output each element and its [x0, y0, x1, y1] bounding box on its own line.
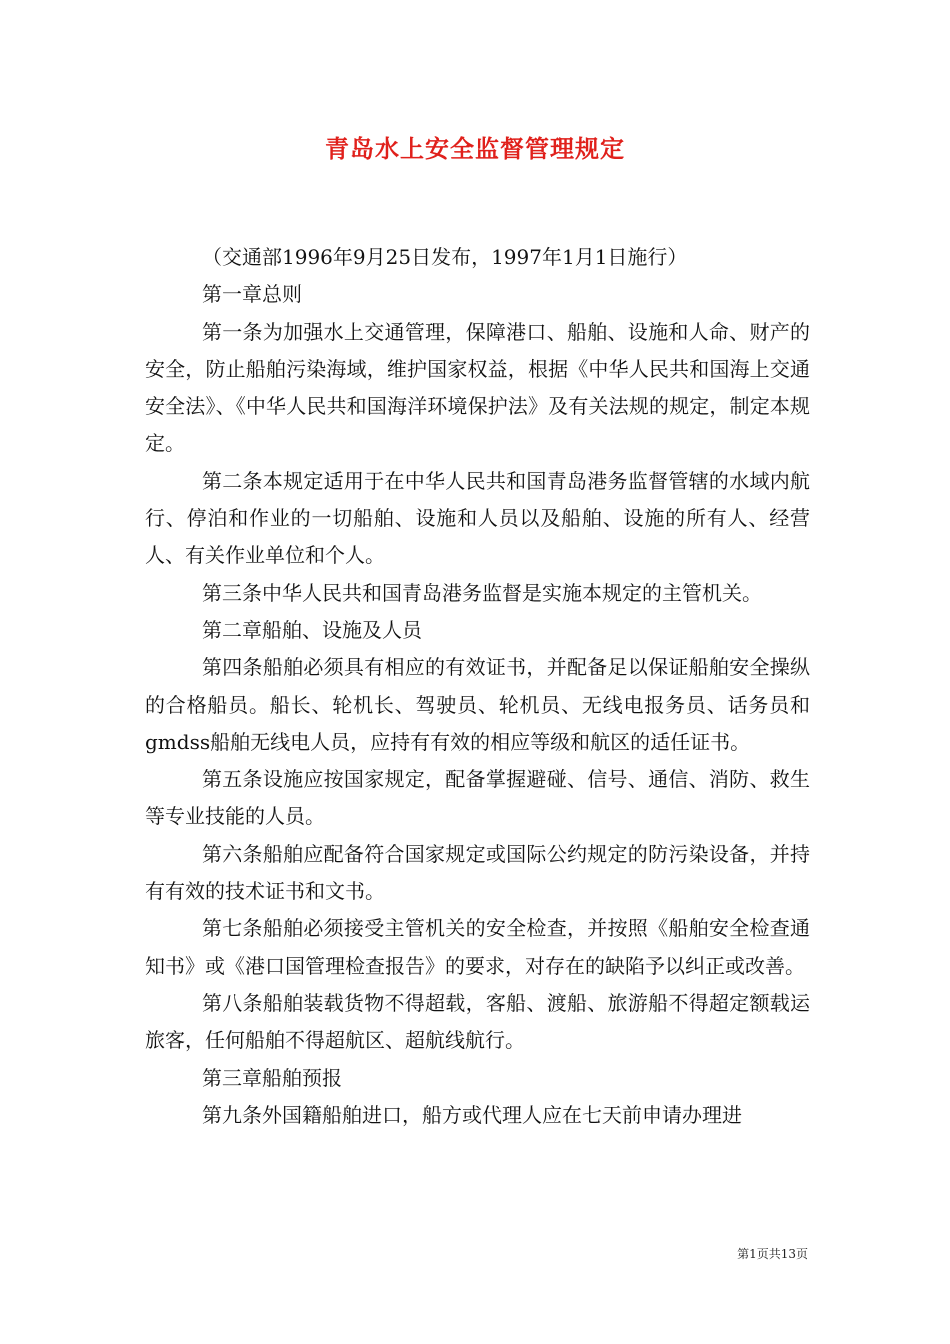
article-7: 第七条船舶必须接受主管机关的安全检查，并按照《船舶安全检查通知书》或《港口国管理检查报告》的要求，对存在的缺陷予以纠正或改善。 — [145, 916, 810, 978]
document-body — [145, 239, 810, 1134]
article-1: 第一条为加强水上交通管理，保障港口、船舶、设施和人命、财产的安全，防止船舶污染海域，维护国家权益，根据《中华人民共和国海上交通安全法》、《中华人民共和国海洋环境保护法》及有关法规的规定，制定本规定。 — [145, 319, 810, 456]
article-4: 第四条船舶必须具有相应的有效证书，并配备足以保证船舶安全操纵的合格船员。船长、轮机长、驾驶员、轮机员、无线电报务员、话务员和gmdss船舶无线电人员，应持有有效的相应等级和航区的适任证书。 — [145, 655, 810, 754]
document-title: 青岛水上安全监督管理规定 — [325, 134, 625, 163]
page-number: 第1页共13页 — [737, 1247, 808, 1261]
article-6: 第六条船舶应配备符合国家规定或国际公约规定的防污染设备，并持有有效的技术证书和文书。 — [145, 841, 810, 904]
publication-note: （交通部1996年9月25日发布，1997年1月1日施行） — [202, 245, 688, 269]
article-9: 第九条外国籍船舶进口，船方或代理人应在七天前申请办理进 — [202, 1102, 742, 1127]
chapter-heading-2: 第二章船舶、设施及人员 — [202, 617, 422, 642]
article-8: 第八条船舶装载货物不得超载，客船、渡船、旅游船不得超定额载运旅客，任何船舶不得超航区、超航线航行。 — [145, 990, 810, 1053]
article-2: 第二条本规定适用于在中华人民共和国青岛港务监督管辖的水域内航行、停泊和作业的一切船舶、设施和人员以及船舶、设施的所有人、经营人、有关作业单位和个人。 — [145, 468, 810, 568]
chapter-heading-1: 第一章总则 — [202, 282, 302, 307]
article-3: 第三条中华人民共和国青岛港务监督是实施本规定的主管机关。 — [202, 580, 762, 605]
article-5: 第五条设施应按国家规定，配备掌握避碰、信号、通信、消防、救生等专业技能的人员。 — [145, 767, 810, 829]
chapter-heading-3: 第三章船舶预报 — [202, 1065, 342, 1090]
